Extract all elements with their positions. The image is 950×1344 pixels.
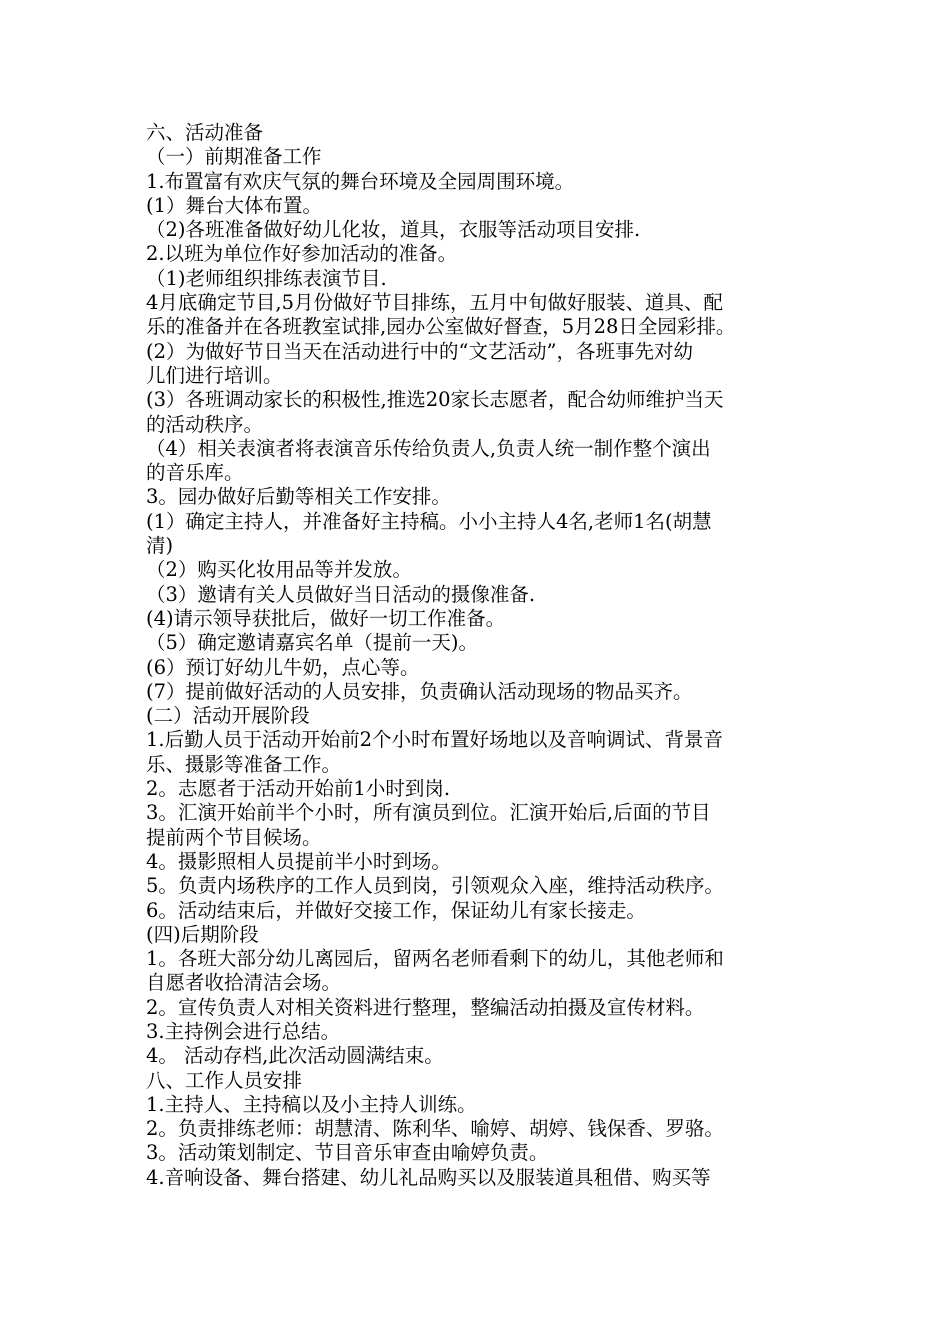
- section-heading-staff: 八、工作人员安排: [146, 1068, 303, 1092]
- text-line: （3）邀请有关人员做好当日活动的摄像准备.: [146, 582, 536, 606]
- text-line: （2)各班准备做好幼儿化妆，道具，衣服等活动项目安排.: [146, 218, 641, 242]
- text-line: (1）舞台大体布置。: [146, 193, 323, 217]
- text-line: 4月底确定节目,5月份做好节目排练，五月中旬做好服装、道具、配: [146, 291, 724, 315]
- text-line: 的音乐库。: [146, 461, 244, 485]
- text-line: （2）购买化妆用品等并发放。: [146, 558, 412, 582]
- document-page: [146, 121, 810, 1190]
- text-line: 1.后勤人员于活动开始前2个小时布置好场地以及音响调试、背景音: [146, 728, 724, 752]
- text-line: 2.以班为单位作好参加活动的准备。: [146, 242, 458, 266]
- text-line: 4.音响设备、舞台搭建、幼儿礼品购买以及服装道具租借、购买等: [146, 1165, 711, 1189]
- text-line: 儿们进行培训。: [146, 363, 283, 387]
- text-line: 乐、摄影等准备工作。: [146, 752, 342, 776]
- text-line: 3。园办做好后勤等相关工作安排。: [146, 485, 451, 509]
- text-line: (4)请示领导获批后，做好一切工作准备。: [146, 606, 506, 630]
- section-heading-preparation: 六、活动准备: [146, 121, 264, 144]
- text-line: 自愿者收拾清洁会场。: [146, 971, 342, 995]
- text-line: 4。摄影照相人员提前半小时到场。: [146, 849, 451, 873]
- text-line: 乐的准备并在各班教室试排,园办公室做好督查，5月28日全园彩排。: [146, 315, 736, 339]
- subsection-heading-execution: (二）活动开展阶段: [146, 704, 310, 728]
- text-line: (2）为做好节日当天在活动进行中的“文艺活动”，各班事先对幼: [146, 339, 693, 363]
- text-line: (3）各班调动家长的积极性,推选20家长志愿者，配合幼师维护当天: [146, 388, 724, 412]
- text-line: 1.布置富有欢庆气氛的舞台环境及全园周围环境。: [146, 169, 575, 193]
- text-line: 2。负责排练老师：胡慧清、陈利华、喻婷、胡婷、钱保香、罗骆。: [146, 1117, 724, 1141]
- text-line: 2。志愿者于活动开始前1小时到岗.: [146, 777, 451, 801]
- text-line: 2。宣传负责人对相关资料进行整理，整编活动拍摄及宣传材料。: [146, 995, 705, 1019]
- text-line: 4。 活动存档,此次活动圆满结束。: [146, 1044, 444, 1068]
- text-line: 1.主持人、主持稿以及小主持人训练。: [146, 1092, 477, 1116]
- text-line: 提前两个节目候场。: [146, 825, 322, 849]
- text-line: 清): [146, 534, 174, 558]
- subsection-heading-post: (四)后期阶段: [146, 922, 259, 946]
- text-line: （4）相关表演者将表演音乐传给负责人,负责人统一制作整个演出: [146, 436, 711, 460]
- subsection-heading-pre-work: （一）前期准备工作: [146, 145, 322, 169]
- text-line: （1)老师组织排练表演节目.: [146, 266, 387, 290]
- text-line: 3。活动策划制定、节目音乐审查由喻婷负责。: [146, 1141, 549, 1165]
- text-line: (7）提前做好活动的人员安排，负责确认活动现场的物品买齐。: [146, 679, 693, 703]
- text-line: 5。负责内场秩序的工作人员到岗，引领观众入座，维持活动秩序。: [146, 874, 724, 898]
- text-line: 3.主持例会进行总结。: [146, 1019, 341, 1043]
- text-line: 的活动秩序。: [146, 412, 264, 436]
- text-line: （5）确定邀请嘉宾名单（提前一天)。: [146, 631, 479, 655]
- text-line: (6）预订好幼儿牛奶，点心等。: [146, 655, 420, 679]
- text-line: 1。各班大部分幼儿离园后，留两名老师看剩下的幼儿，其他老师和: [146, 947, 724, 971]
- text-line: (1）确定主持人，并准备好主持稿。小小主持人4名,老师1名(胡慧: [146, 509, 712, 533]
- text-line: 3。汇演开始前半个小时，所有演员到位。汇演开始后,后面的节目: [146, 801, 711, 825]
- text-line: 6。活动结束后，并做好交接工作，保证幼儿有家长接走。: [146, 898, 646, 922]
